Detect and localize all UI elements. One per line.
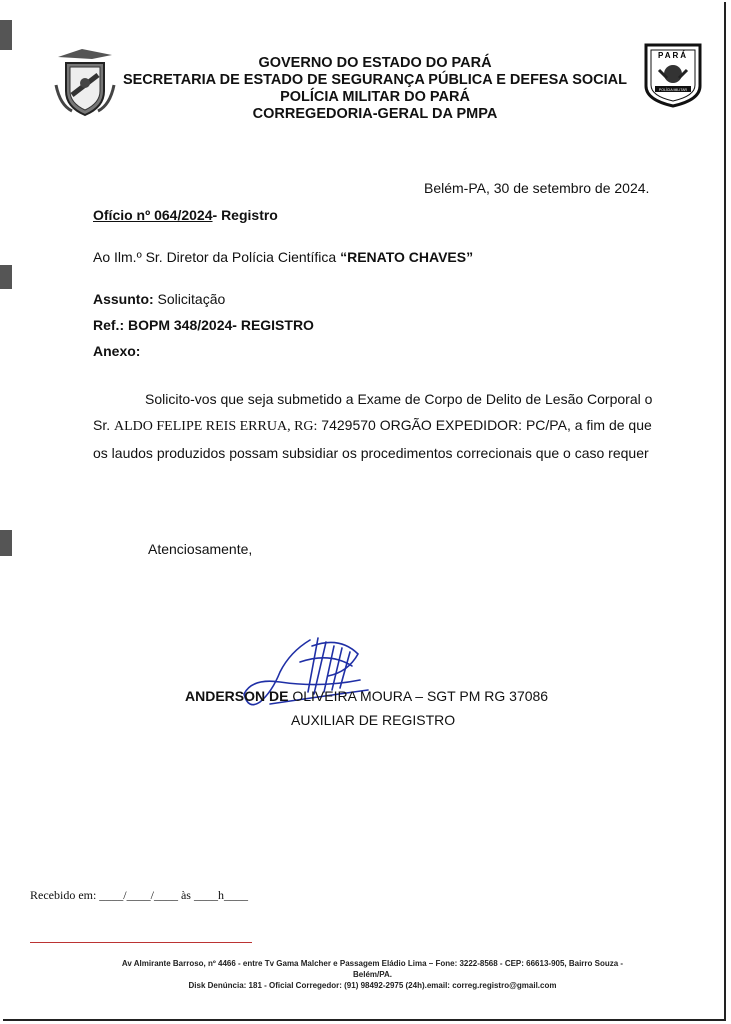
header-line-corregedoria: CORREGEDORIA-GERAL DA PMPA: [252, 106, 498, 122]
header-line-police: POLÍCIA MILITAR DO PARÁ: [280, 89, 470, 105]
footer-address: [100, 958, 645, 991]
date-line: Belém-PA, 30 de setembro de 2024.: [424, 180, 650, 196]
assunto-label: Assunto:: [93, 291, 154, 307]
ref-line: Ref.: BOPM 348/2024- REGISTRO: [93, 317, 314, 333]
scan-artifact: [0, 265, 12, 289]
oficio-suffix: - Registro: [212, 207, 278, 223]
assunto-line: [93, 291, 225, 307]
seal-caption: POLÍCIA MILITAR: [658, 88, 688, 92]
header-line-secretariat: SECRETARIA DE ESTADO DE SEGURANÇA PÚBLICA E DEFESA SOCIAL: [122, 72, 628, 88]
page-border: [3, 2, 726, 1021]
seal-text: PARÁ: [657, 51, 689, 60]
body-part2: 7429570 ORGÃO EXPEDIDOR: PC/PA: [317, 417, 567, 433]
body-person: ALDO FELIPE REIS ERRUA, RG:: [114, 419, 318, 434]
anexo-line: Anexo:: [93, 343, 141, 359]
signatory-name: [185, 688, 548, 704]
military-police-seal-icon: [643, 42, 703, 108]
received-line: Recebido em: ____/____/____ às ____h____: [30, 888, 248, 902]
closing: Atenciosamente,: [148, 541, 253, 557]
oficio-line: [93, 207, 278, 223]
signatory-role: AUXILIAR DE REGISTRO: [291, 712, 456, 728]
body-paragraph: [93, 386, 663, 466]
addressee-line: [93, 249, 473, 265]
assunto-value: Solicitação: [153, 291, 226, 307]
signatory-name-rest: OLIVEIRA MOURA – SGT PM RG 37086: [288, 688, 549, 704]
addressee-prefix: Ao Ilm.º Sr. Diretor da Polícia Científica: [93, 249, 341, 265]
letterhead: [110, 55, 640, 123]
scan-artifact: [0, 530, 12, 556]
state-coat-of-arms-icon: [52, 45, 118, 119]
footer-line3: Disk Denúncia: 181 - Oficial Corregedor: (91) 98492-2975 (24h).email: correg.registro@gmail.com: [188, 981, 557, 990]
header-line-government: GOVERNO DO ESTADO DO PARÁ: [258, 55, 492, 71]
addressee-name: “RENATO CHAVES”: [340, 249, 474, 265]
footer-line1: Av Almirante Barroso, nº 4466 - entre Tv Gama Malcher e Passagem Eládio Lima – Fone: 3222-8568 - CEP: 66613-905, Bairro Souza -: [121, 959, 624, 968]
scan-artifact: [0, 20, 12, 50]
footer-divider: [30, 942, 252, 943]
body-part3: , a fim de que os laudos produzidos possam subsidiar os procedimentos correcionais que o caso requer: [93, 417, 652, 461]
signatory-name-bold: ANDERSON DE: [185, 688, 289, 704]
footer-line2: Belém/PA.: [353, 970, 392, 979]
body-part1: Solicito-vos que seja submetido a Exame de Corpo de Delito de Lesão Corporal o Sr.: [93, 391, 653, 433]
oficio-number: Ofício nº 064/2024: [93, 207, 213, 223]
